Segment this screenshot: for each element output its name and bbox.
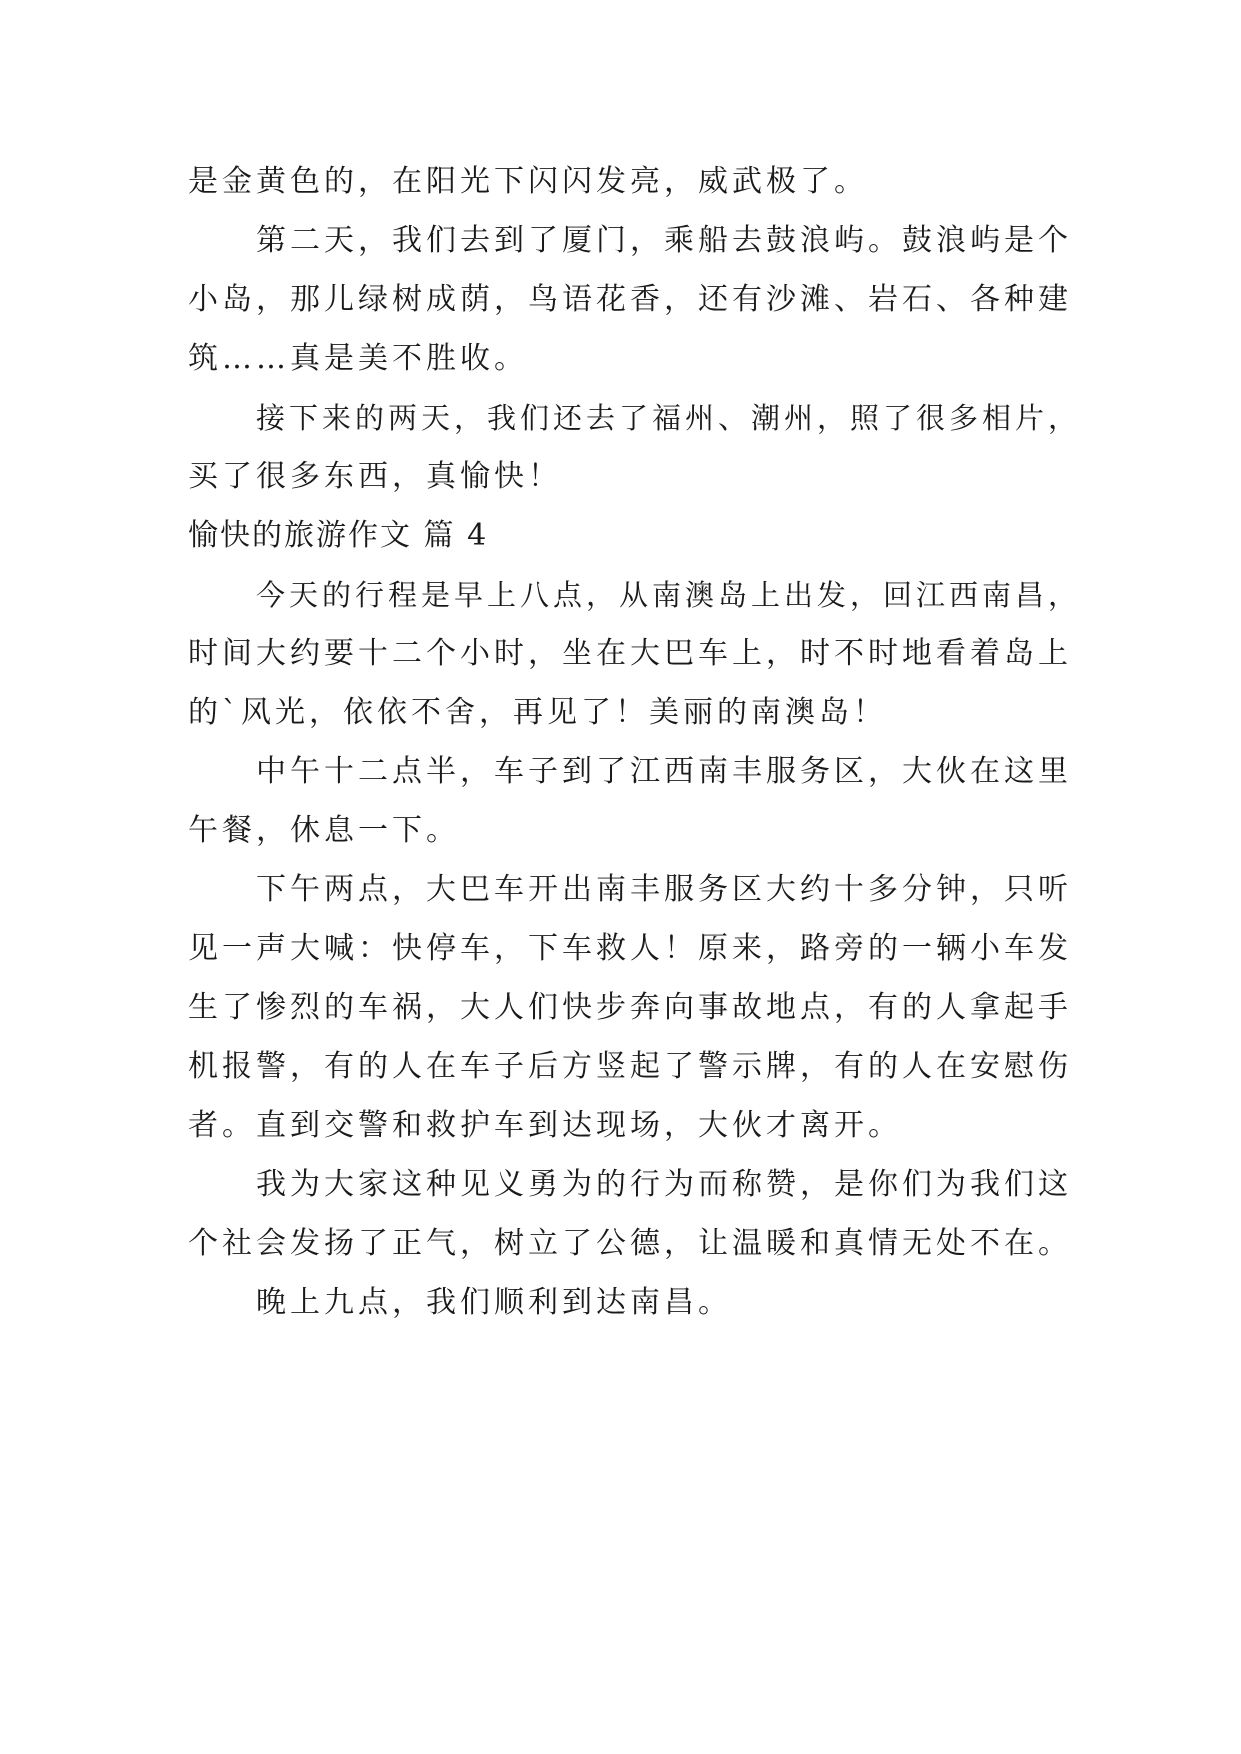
paragraph-line: 我为大家这种见义勇为的行为而称赞，是你们为我们这 [256,1167,1072,1202]
paragraph-line: 生了惨烈的车祸，大人们快步奔向事故地点，有的人拿起手 [188,990,1072,1025]
paragraph-line: 小岛，那儿绿树成荫，鸟语花香，还有沙滩、岩石、各种建 [188,282,1072,317]
paragraph-line: 今天的行程是早上八点，从南澳岛上出发，回江西南昌， [256,578,1082,612]
paragraph-line: 机报警，有的人在车子后方竖起了警示牌，有的人在安慰伤 [188,1049,1072,1084]
paragraph-line: 买了很多东西，真愉快！ [188,459,562,494]
paragraph-line: 是金黄色的，在阳光下闪闪发亮，威武极了。 [188,164,868,199]
section-heading: 愉快的旅游作文 篇 4 [188,518,489,553]
paragraph-line: 晚上九点，我们顺利到达南昌。 [256,1285,732,1320]
paragraph-line: 下午两点，大巴车开出南丰服务区大约十多分钟，只听 [256,872,1072,907]
paragraph-line: 筑……真是美不胜收。 [188,341,528,376]
paragraph-line: 见一声大喊：快停车，下车救人！原来，路旁的一辆小车发 [188,931,1072,966]
paragraph-line: 的`风光，依依不舍，再见了！美丽的南澳岛！ [188,695,887,730]
paragraph-line: 个社会发扬了正气，树立了公德，让温暖和真情无处不在。 [188,1226,1072,1261]
paragraph-line: 第二天，我们去到了厦门，乘船去鼓浪屿。鼓浪屿是个 [256,223,1072,258]
paragraph-line: 接下来的两天，我们还去了福州、潮州，照了很多相片， [256,401,1082,435]
paragraph-line: 时间大约要十二个小时，坐在大巴车上，时不时地看着岛上 [188,636,1072,671]
paragraph-line: 者。直到交警和救护车到达现场，大伙才离开。 [188,1108,902,1143]
paragraph-line: 午餐，休息一下。 [188,813,460,848]
paragraph-line: 中午十二点半，车子到了江西南丰服务区，大伙在这里 [256,754,1072,789]
